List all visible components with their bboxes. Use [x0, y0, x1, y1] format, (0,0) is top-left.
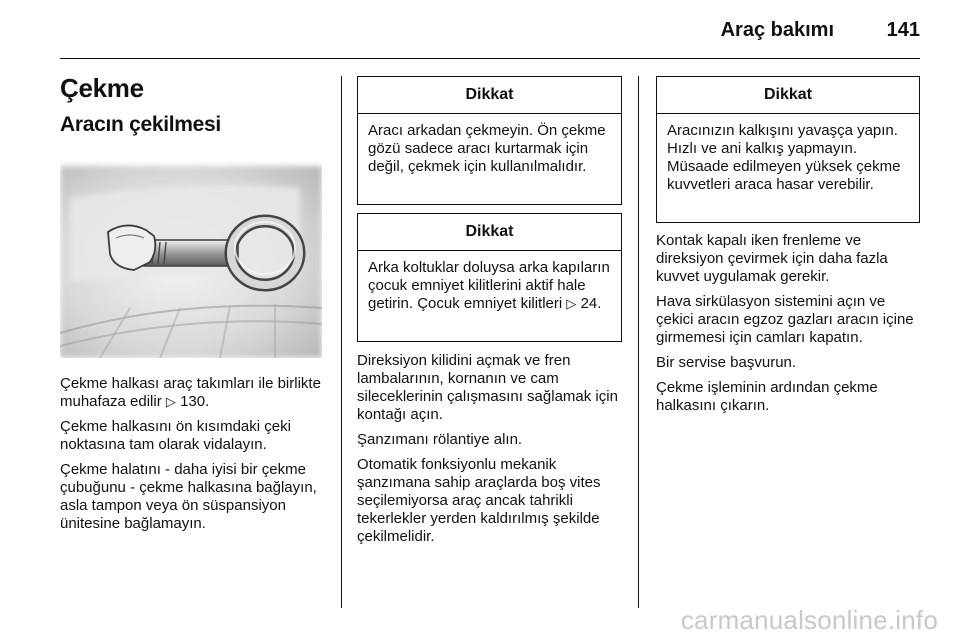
page-reference-icon: ▷ [165, 394, 176, 409]
section-title: Çekme [60, 73, 144, 103]
paragraph: Otomatik fonksiyonlu mekanik şanzımana sahip araçlarda boş vites seçilemiyorsa araç ancak tahrikli tekerlekler yerden kaldırılmış şekilde çekilmelidir. [357, 456, 601, 545]
column-2-body [357, 352, 625, 553]
warning-box-child-locks [357, 213, 622, 342]
paragraph: Çekme halatını - daha iyisi bir çekme çubuğunu - çekme halkasına bağlayın, asla tampon veya ön süspansiyon ünitesine bağlamayın. [60, 461, 317, 532]
paragraph: Kontak kapalı iken frenleme ve direksiyon çevirmek için daha fazla kuvvet uygulamak gerekir. [656, 232, 888, 285]
column-divider-left [341, 76, 342, 608]
warning-text: Aracı arkadan çekmeyin. Ön çekme gözü sadece aracı kurtarmak için değil, çekmek için kullanılmalıdır. [368, 122, 606, 175]
page-reference[interactable]: 24. [580, 295, 602, 312]
column-1-body [60, 375, 335, 540]
page-header-title: Araç bakımı [720, 19, 834, 41]
column-divider-right [638, 76, 639, 608]
warning-box-towing-direction [357, 76, 622, 205]
warning-text: Arka koltuklar doluysa arka kapıların çocuk emniyet kilitlerini aktif hale getirin. Çocuk emniyet kilitleri ▷ 24. [368, 259, 610, 312]
warning-heading: Dikkat [657, 77, 919, 114]
watermark-text: carmanualsonline.info [680, 605, 938, 635]
paragraph: Hava sirkülasyon sistemini açın ve çekici aracın egzoz gazları aracın içine girmemesi için camları kapatın. [656, 293, 914, 346]
column-3-body [656, 232, 926, 422]
header-rule [60, 58, 920, 59]
towing-eye-illustration [60, 158, 322, 358]
column-1 [60, 72, 335, 138]
section-subtitle: Aracın çekilmesi [60, 113, 221, 136]
warning-text: Aracınızın kalkışını yavaşça yapın. Hızlı ve ani kalkış yapmayın. Müsaade edilmeyen yüksek çekme kuvvetleri araca hasar verebilir. [667, 122, 901, 193]
page-reference-icon: ▷ [566, 296, 577, 311]
paragraph: Çekme halkası araç takımları ile birlikte muhafaza edilir ▷ 130. [60, 375, 321, 410]
page-number: 141 [886, 19, 920, 41]
paragraph: Çekme halkasını ön kısımdaki çeki noktasına tam olarak vidalayın. [60, 418, 291, 453]
paragraph: Direksiyon kilidini açmak ve fren lambalarının, kornanın ve cam sileceklerinin çalışmasını sağlamak için kontağı açın. [357, 352, 618, 423]
warning-heading: Dikkat [358, 77, 621, 114]
paragraph: Şanzımanı rölantiye alın. [357, 431, 523, 448]
warning-box-slow-start [656, 76, 920, 223]
paragraph: Çekme işleminin ardından çekme halkasını çıkarın. [656, 379, 878, 414]
paragraph: Bir servise başvurun. [656, 354, 797, 371]
page-reference[interactable]: 130. [180, 393, 210, 410]
warning-heading: Dikkat [358, 214, 621, 251]
